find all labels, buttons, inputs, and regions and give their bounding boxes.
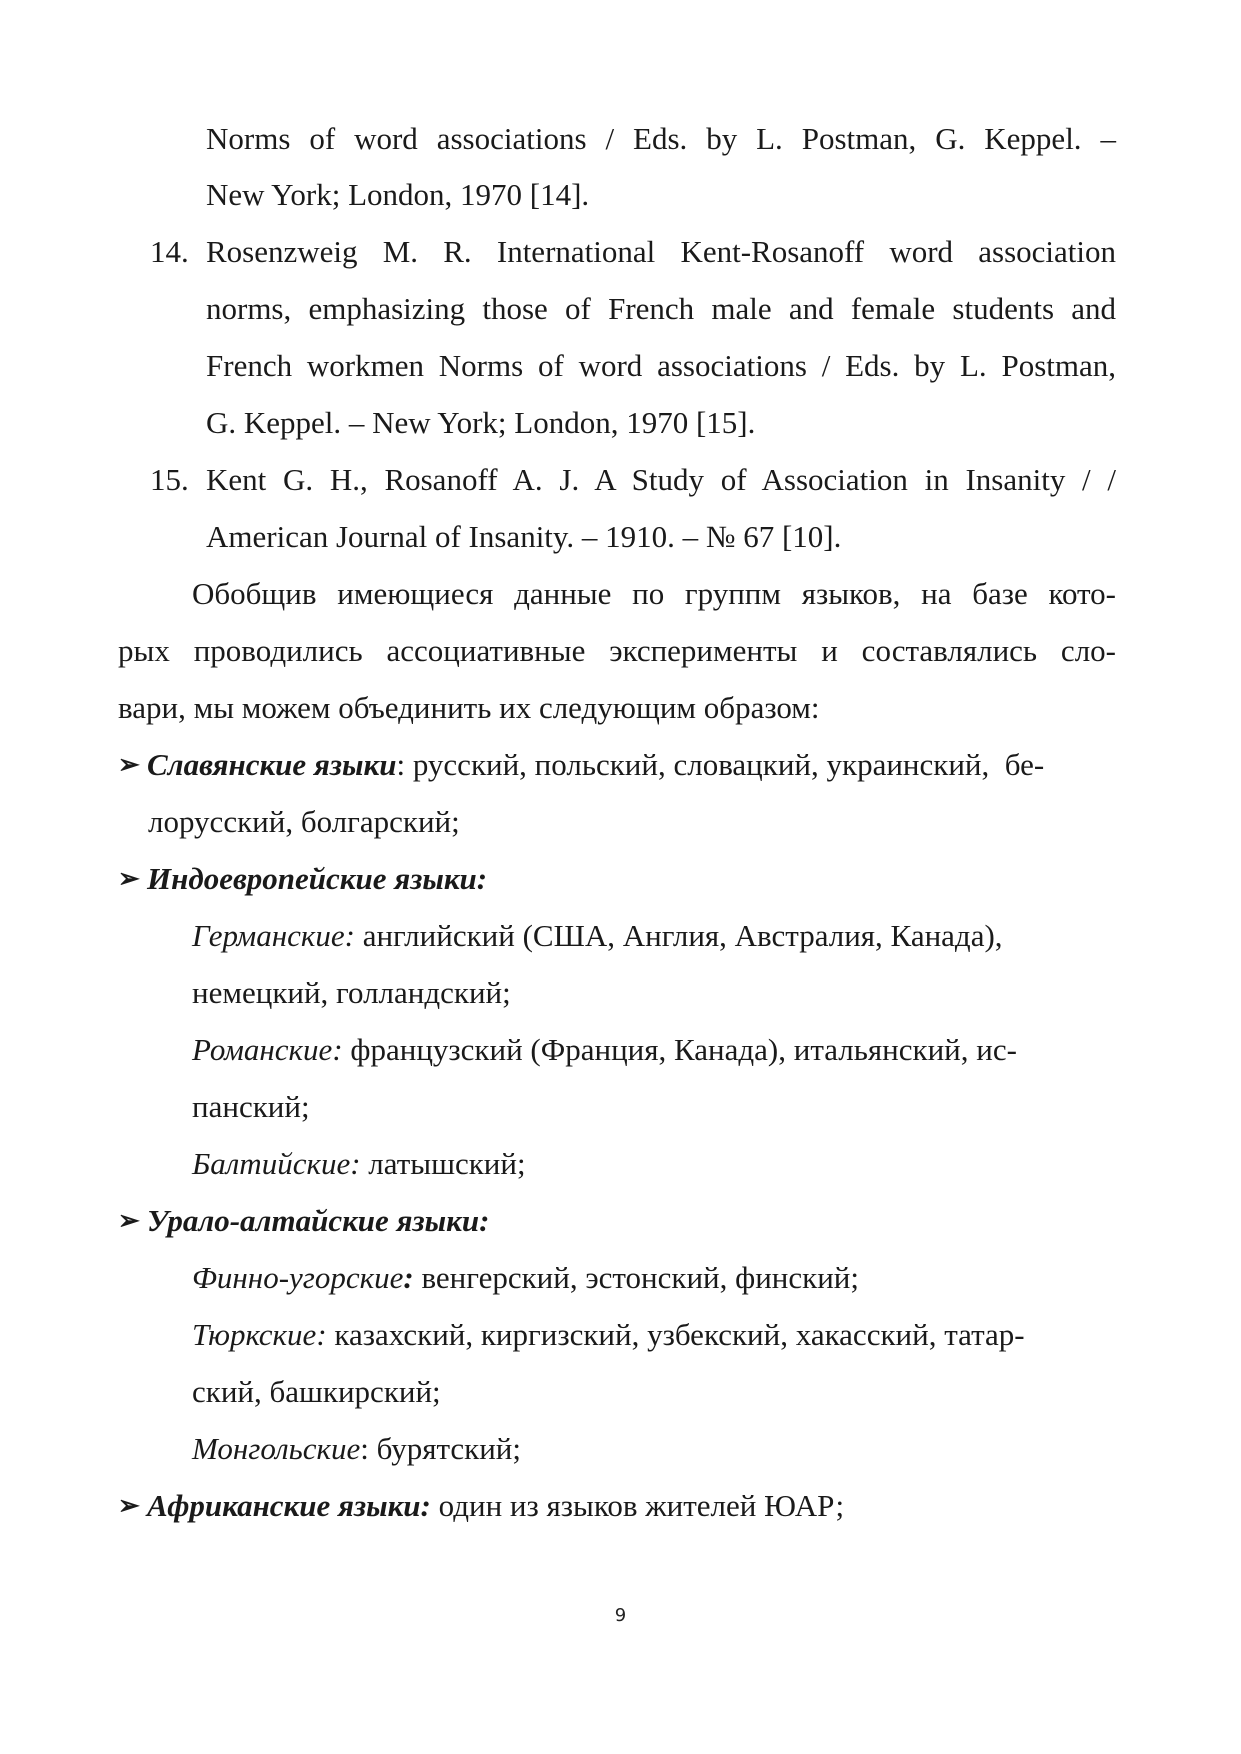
intro-line3: вари, мы можем объединить их следующим образом:	[118, 690, 820, 725]
slavic-title: Славянские языки	[147, 747, 397, 782]
ural-title: Урало-алтайские языки:	[147, 1203, 490, 1238]
intro-line2: рых проводились ассоциативные эксперименты и составлялись сло-	[118, 633, 1116, 668]
bullet-arrow-icon: ➢	[118, 1206, 140, 1235]
ref13-line2: New York; London, 1970 [14].	[206, 177, 590, 212]
romance-line2: панский;	[192, 1089, 310, 1124]
baltic-label: Балтийские:	[192, 1146, 361, 1181]
finno-text: венгерский, эстонский, финский;	[413, 1260, 860, 1295]
page-number: 9	[614, 1605, 627, 1626]
ref15-line2: American Journal of Insanity. – 1910. – № 67 [10].	[206, 519, 842, 554]
bullet-arrow-icon: ➢	[118, 1491, 140, 1520]
germanic-text1: английский (США, Англия, Австралия, Канада),	[354, 918, 1003, 953]
mongolic-label: Монгольские	[192, 1431, 361, 1466]
african-line	[147, 1486, 844, 1526]
turkic-label: Тюркские:	[192, 1317, 327, 1352]
finno-colon: :	[403, 1260, 414, 1295]
bullet-arrow-icon: ➢	[118, 864, 140, 893]
turkic-line2: ский, башкирский;	[192, 1374, 441, 1409]
indo-title: Индоевропейские языки:	[147, 861, 488, 896]
turkic-text1: казахский, киргизский, узбекский, хакасский, татар-	[326, 1317, 1025, 1352]
finno-line	[192, 1258, 859, 1298]
ref13-line1: Norms of word associations / Eds. by L. Postman, G. Keppel. –	[206, 121, 1116, 156]
slavic-colon: :	[396, 747, 406, 782]
baltic-text: латышский;	[360, 1146, 526, 1181]
mongolic-line	[192, 1429, 521, 1469]
turkic-line1	[192, 1315, 1116, 1355]
ref15-number: 15.	[150, 462, 189, 497]
ref14-line4: G. Keppel. – New York; London, 1970 [15].	[206, 405, 756, 440]
romance-line1	[192, 1030, 1116, 1070]
slavic-text1: русский, польский, словацкий, украинский, бе-	[405, 747, 1045, 782]
ref14-line3: French workmen Norms of word associations / Eds. by L. Postman,	[206, 348, 1116, 383]
ref14-number: 14.	[150, 234, 189, 269]
slavic-line2: лорусский, болгарский;	[148, 804, 460, 839]
germanic-label: Германские:	[192, 918, 355, 953]
african-text: один из языков жителей ЮАР;	[430, 1488, 845, 1523]
germanic-line1	[192, 916, 1116, 956]
baltic-line	[192, 1144, 526, 1184]
mongolic-text: : бурятский;	[360, 1431, 521, 1466]
bullet-arrow-icon: ➢	[118, 750, 140, 779]
intro-line1: Обобщив имеющиеся данные по группм языков, на базе кото-	[192, 576, 1116, 611]
ref14-line1: Rosenzweig M. R. International Kent-Rosanoff word association	[206, 234, 1116, 269]
romance-label: Романские:	[192, 1032, 343, 1067]
ref14-line2: norms, emphasizing those of French male and female students and	[206, 291, 1116, 326]
slavic-line1	[147, 745, 1116, 785]
ref15-line1: Kent G. H., Rosanoff A. J. A Study of Association in Insanity / /	[206, 462, 1116, 497]
romance-text1: французский (Франция, Канада), итальянский, ис-	[342, 1032, 1017, 1067]
african-title: Африканские языки:	[147, 1488, 431, 1523]
germanic-line2: немецкий, голландский;	[192, 975, 511, 1010]
finno-label: Финно-угорские	[192, 1260, 404, 1295]
